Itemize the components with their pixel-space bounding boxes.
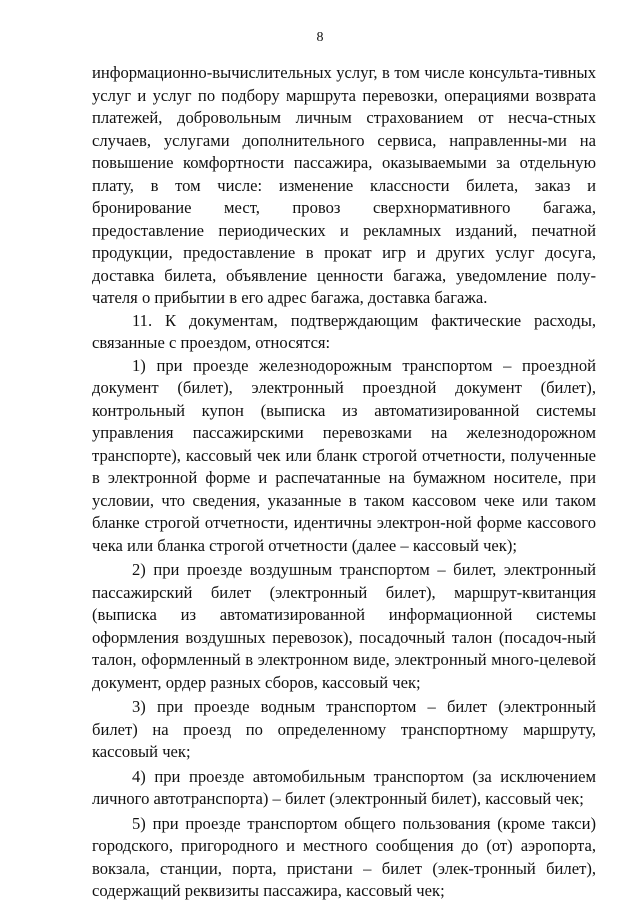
- page-number: 8: [316, 30, 324, 45]
- document-body: [92, 62, 596, 903]
- paragraph-item-11: 11. К документам, подтверждающим фактические расходы, связанные с проездом, относятся:: [92, 310, 596, 352]
- paragraph-continuation: информационно-вычислительных услуг, в том числе консульта-тивных услуг и услуг по подбору маршрута перевозки, операциями возврата платежей, добровольным личным страхованием от несча-стных случаев, услугами дополнительного сервиса, направленны-ми на повышение комфортности пассажира, оказываемыми за отдельную плату, в том числе: изменение классности билета, заказ и бронирование мест, провоз сверхнормативного багажа, предоставление периодических и рекламных изданий, печатной продукции, предоставление в прокат игр и других услуг досуга, доставка билета, объявление ценности багажа, уведомление полу-чателя о прибытии в его адрес багажа, доставка багажа.: [92, 63, 596, 307]
- paragraph-subitem-4-road: 4) при проезде автомобильным транспортом (за исключением личного автотранспорта) – билет (электронный билет), кассовый чек;: [92, 766, 596, 808]
- paragraph-subitem-3-water: 3) при проезде водным транспортом – билет (электронный билет) на проезд по определенному транспортному маршруту, кассовый чек;: [92, 697, 596, 761]
- paragraph-subitem-1-railway: 1) при проезде железнодорожным транспортом – проездной документ (билет), электронный проездной документ (билет), контрольный купон (выписка из автоматизированной системы управления пассажирскими перевозками на железнодорожном транспорте), кассовый чек или бланк строгой отчетности, полученные в электронной форме и распечатанные на бумажном носителе, при условии, что сведения, указанные в таком кассовом чеке или таком бланке строгой отчетности, идентичны электрон-ной форме кассового чека или бланка строгой отчетности (далее – кассовый чек);: [92, 355, 596, 555]
- paragraph-subitem-2-air: 2) при проезде воздушным транспортом – билет, электронный пассажирский билет (электронный билет), маршрут-квитанция (выписка из автоматизированной информационной системы оформления воздушных перевозок), посадочный талон (посадоч-ный талон, оформленный в электронном виде, электронный много-целевой документ, ордер разных сборов, кассовый чек;: [92, 560, 596, 692]
- paragraph-subitem-5-public-transport: 5) при проезде транспортом общего пользования (кроме такси) городского, пригородного и местного сообщения до (от) аэропорта, вокзала, станции, порта, пристани – билет (элек-тронный билет), содержащий реквизиты пассажира, кассовый чек;: [92, 813, 596, 900]
